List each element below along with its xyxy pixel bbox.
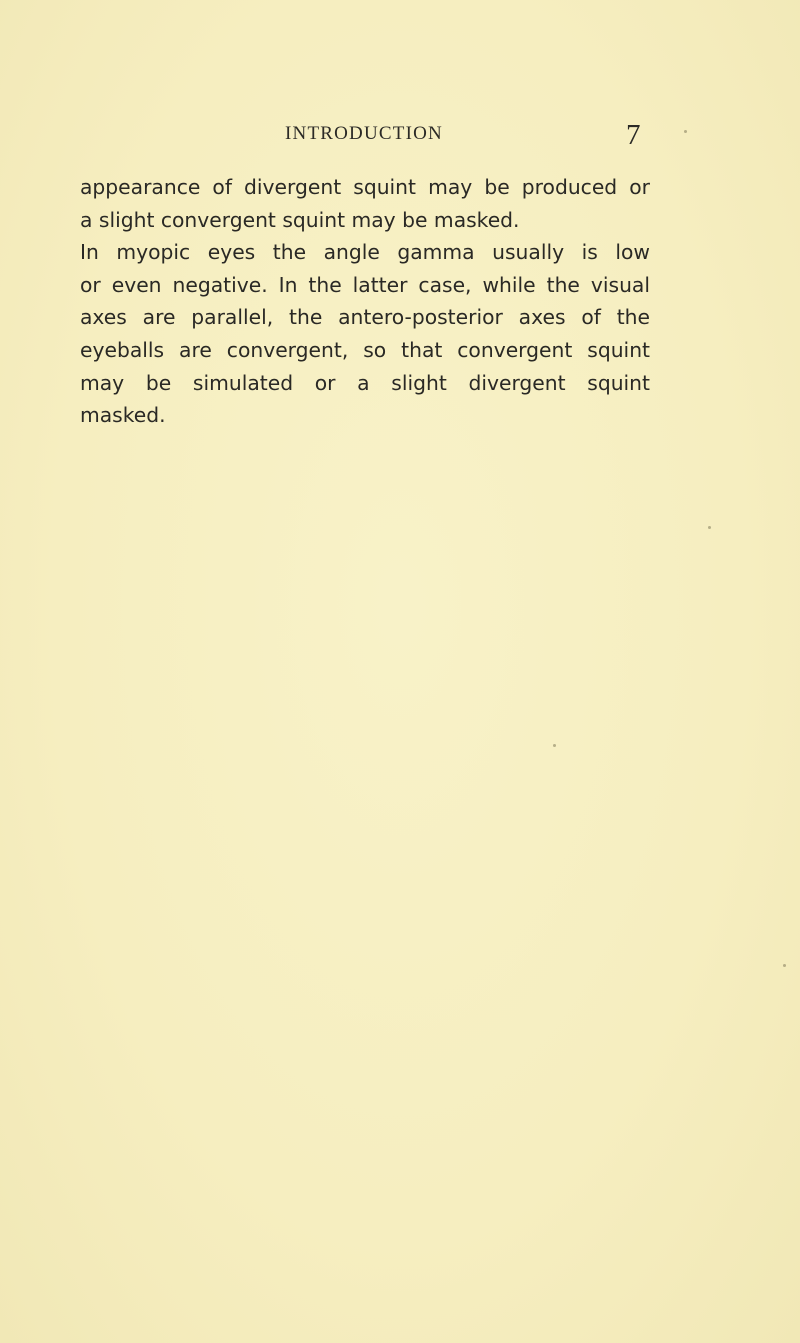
paper-speck (553, 744, 556, 747)
paragraph-2 (80, 236, 650, 432)
paper-speck (684, 130, 687, 133)
body-text (80, 171, 650, 432)
page-number: 7 (626, 119, 641, 151)
text-line: axes are parallel, the antero-posterior axes of the (80, 305, 650, 330)
text-line: or even negative. In the latter case, while the visual (80, 272, 650, 297)
text-line: may be simulated or a slight divergent squint (80, 370, 650, 395)
running-head: INTRODUCTION (285, 123, 443, 144)
paper-speck (783, 964, 786, 967)
text-line: appearance of divergent squint may be produced or (80, 175, 650, 199)
text-line: a slight convergent squint may be masked. (80, 207, 520, 232)
paragraph-1 (80, 171, 650, 236)
text-line: eyeballs are convergent, so that convergent squint (80, 337, 650, 362)
text-line: masked. (80, 403, 166, 428)
text-line: In myopic eyes the angle gamma usually is low (80, 240, 650, 265)
paper-speck (708, 526, 711, 529)
